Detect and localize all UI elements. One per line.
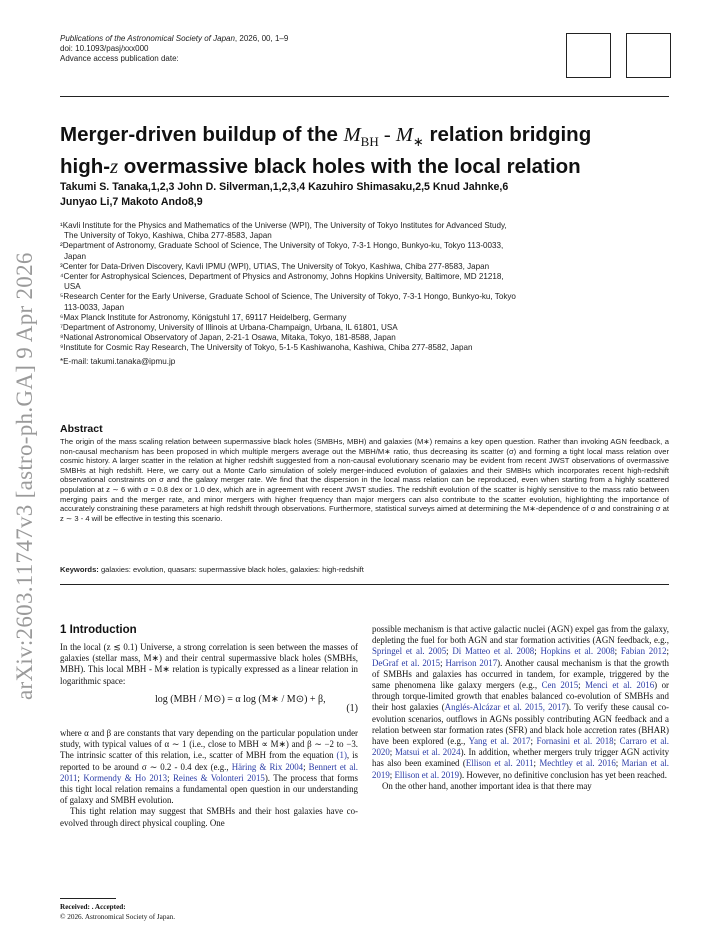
intro-paragraph-3: This tight relation may suggest that SMBHs and their host galaxies have co-evolved through direct physical coupling. One [60, 806, 358, 828]
citation-matsui-2024[interactable]: Matsui et al. 2024 [394, 747, 461, 758]
journal-name: Publications of the Astronomical Society of Japan [60, 34, 235, 43]
citation-hopkins-2008[interactable]: Hopkins et al. 2008 [540, 646, 615, 657]
citation-degraf-2015[interactable]: DeGraf et al. 2015 [372, 657, 441, 668]
paper-title: Merger-driven buildup of the $M_{BH} - M_∗$ relation bridging high-z overmassive black holes with the local relation [60, 123, 592, 179]
received-accepted: Received: . Accepted: [60, 903, 126, 911]
arxiv-stamp: arXiv:2603.11747v3 [astro-ph.GA] 9 Apr 2026 [12, 252, 37, 700]
footer [60, 903, 175, 922]
affiliations: ¹Kavli Institute for the Physics and Mathematics of the Universe (WPI), The University of Tokyo Institutes for Advanced Study, The University of Tokyo, Kashiwa, Chiba 277-8583, Japan ²Department of Astronomy, Graduate School of Science, The University of Tokyo, 7-3-1 Hongo, Bunkyo-ku, Tokyo 113-0033, Japan ³Center for Data-Driven Discovery, Kavli IPMU (WPI), UTIAS, The University of Tokyo, Kashiwa, Chiba 277-8583, Japan ⁴Center for Astrophysical Sciences, Department of Physics and Astronomy, Johns Hopkins University, Baltimore, MD 21218, USA ⁵Research Center for the Early Universe, Graduate School of Science, The University of Tokyo, 7-3-1 Hongo, Bunkyo-ku, Tokyo 113-0033, Japan ⁶Max Planck Institute for Astronomy, Königstuhl 17, 69117 Heidelberg, Germany ⁷Department of Astronomy, University of Illinois at Urbana-Champaign, Urbana, IL 61801, USA ⁸National Astronomical Observatory of Japan, 2-21-1 Osawa, Mitaka, Tokyo, 181-8588, Japan ⁹Institute for Cosmic Ray Research, The University of Tokyo, 5-1-5 Kashiwanoha, Kashiwa, Chiba 277-8582, Japan *E-mail: takumi.tanaka@ipmu.jp [60, 221, 674, 367]
equation-body: log (MBH / M⊙) = α log (M∗ / M⊙) + β, [155, 694, 326, 705]
citation-marian-2019[interactable]: Marian et al. 2019 [372, 758, 670, 780]
contact-email[interactable]: *E-mail: takumi.tanaka@ipmu.jp [60, 356, 176, 366]
citation-fornasini-2018[interactable]: Fornasini et al. 2018 [536, 736, 614, 747]
left-column-continued [60, 728, 358, 829]
citation-ellison-2011[interactable]: Ellison et al. 2011 [465, 758, 534, 769]
journal-header [60, 34, 288, 64]
citation-bennert-2011[interactable]: Bennert et al. 2011 [60, 761, 358, 783]
equation-number: (1) [346, 703, 358, 714]
equation-ref-link[interactable]: (1) [336, 750, 347, 761]
intro-paragraph-1: In the local (z ≲ 0.1) Universe, a strong correlation is seen between the masses of galaxies (stellar mass, M∗) and their central supermassive black holes (SMBHs, MBH). This local MBH - M∗ relation is typically expressed as a linear relation in logarithmic space: [60, 642, 358, 686]
citation-angles-alcazar[interactable]: Anglés-Alcázar et al. 2015, 2017 [444, 702, 566, 713]
intro-paragraph-4: possible mechanism is that active galactic nuclei (AGN) expel gas from the galaxy, depleting the fuel for both AGN and star formation activities (AGN feedback, e.g., Springel et al. 2005; Di Matteo et al. 2008; Hopkins et al. 2008; Fabian 2012; DeGraf et al. 2015; Harrison 2017). Another causal mechanism is that the growth of SMBHs and galaxies has occurred in tandem, for example, triggered by the same phenomena like galaxy mergers (e.g., Cen 2015; Menci et al. 2016) or through torque-limited growth that enables balanced co-evolution of SMBHs and their host galaxies (Anglés-Alcázar et al. 2015, 2017). To verify these causal co-evolution scenarios, outflows in AGNs possibly contributing AGN feedback and a relation between star formation rates (SFR) and black hole accretion rates (BHAR) have been explored (e.g., Yang et al. 2017; Fornasini et al. 2018; Carraro et al. 2020; Matsui et al. 2024). In addition, whether mergers truly trigger AGN activity has also been examined (Ellison et al. 2011; Mechtley et al. 2016; Marian et al. 2019; Ellison et al. 2019). However, no definitive conclusion has yet been reached. [372, 624, 670, 780]
citation-di-matteo-2008[interactable]: Di Matteo et al. 2008 [452, 646, 535, 657]
intro-paragraph-5: On the other hand, another important idea is that there may [382, 780, 592, 791]
equation-1 [60, 694, 358, 724]
citation-kormendy-ho-2013[interactable]: Kormendy & Ho 2013 [83, 772, 168, 783]
citation-springel-2005[interactable]: Springel et al. 2005 [372, 646, 447, 657]
left-column-intro [60, 642, 358, 687]
citation-harrison-2017[interactable]: Harrison 2017 [445, 657, 498, 668]
citation-reines-volonteri-2015[interactable]: Reines & Volonteri 2015 [173, 772, 265, 783]
copyright: © 2026. Astronomical Society of Japan. [60, 912, 176, 921]
footer-rule [60, 898, 116, 899]
journal-issue: , 2026, 00, 1–9 [234, 34, 289, 43]
author-list [60, 180, 680, 210]
citation-cen-2015[interactable]: Cen 2015 [541, 680, 579, 691]
authors-line-1: Takumi S. Tanaka,1,2,3 John D. Silverman,1,2,3,4 Kazuhiro Shimasaku,2,5 Knud Jahnke,6 [60, 181, 509, 193]
citation-carraro-2020[interactable]: Carraro et al. 2020 [372, 736, 669, 758]
doi: doi: 10.1093/pasj/xxx000 [60, 44, 149, 53]
citation-ellison-2019[interactable]: Ellison et al. 2019 [394, 769, 460, 780]
authors-line-2: Junyao Li,7 Makoto Ando8,9 [60, 196, 203, 208]
right-column-intro [372, 624, 669, 792]
abstract-text: The origin of the mass scaling relation between supermassive black holes (SMBHs, MBH) and galaxies (M∗) remains a key open question. Rather than invoking AGN feedback, a non-causal mechanism has been proposed in which multiple mergers average out the MBH/M∗ ratio, thus decreasing its scatter (σ) and forming a tight local mass relation over cosmic history. A larger scatter in the relation at higher redshift suggested from a non-causal evolutionary scenario may be evident from recent JWST observations of overmassive SMBHs at high redshift. Here, we carry out a Monte Carlo simulation of solely merger-induced evolution of galaxies and their SMBHs which incorporates recent high-redshift observational constraints on σ and the galaxy merger rate. We find that the dispersion in the local mass relation can be reproduced, even when starting from a highly scattered population at z ∼ 6 with σ = 0.8 dex or 1.0 dex, which are in agreement with recent JWST studies. The redshift evolution of the scatter is highly sensitive to the mass ratio between merging pairs and the merger rate, and minor mergers with higher frequency than major mergers can also contribute to the scatter evolution, highlighting the importance of accurately constraining these parameters at high redshift through observations. Furthermore, statistical surveys aimed at determining the M∗-dependence of σ and constraining σ at z ∼ 3 - 4 will be effective in testing this scenario. [60, 437, 669, 523]
advance-access: Advance access publication date: [60, 54, 179, 63]
section-heading-introduction: 1 Introduction [60, 624, 137, 636]
citation-menci-2016[interactable]: Menci et al. 2016 [585, 680, 655, 691]
citation-fabian-2012[interactable]: Fabian 2012 [620, 646, 667, 657]
abstract-heading: Abstract [60, 423, 103, 435]
citation-mechtley-2016[interactable]: Mechtley et al. 2016 [539, 758, 616, 769]
citation-haring-rix-2004[interactable]: Häring & Rix 2004 [231, 761, 304, 772]
header-box-left [566, 33, 611, 78]
keywords: Keywords: galaxies: evolution, quasars: supermassive black holes, galaxies: high-redshift [60, 565, 364, 574]
abstract-rule [60, 584, 669, 585]
intro-paragraph-2: where α and β are constants that vary depending on the particular population under study, with typical values of α ∼ 1 (i.e., close to MBH ∝ M∗) and β ∼ −2 to −3. The intrinsic scatter of this relation, i.e., scatter of MBH from the equation (1), is reported to be around σ ∼ 0.2 - 0.4 dex (e.g., Häring & Rix 2004; Bennert et al. 2011; Kormendy & Ho 2013; Reines & Volonteri 2015). The process that forms this tight local relation remains a fundamental open question in our understanding of galaxy and SMBH evolution. [60, 728, 359, 806]
header-rule [60, 96, 669, 97]
header-box-right [626, 33, 671, 78]
citation-yang-2017[interactable]: Yang et al. 2017 [468, 736, 531, 747]
